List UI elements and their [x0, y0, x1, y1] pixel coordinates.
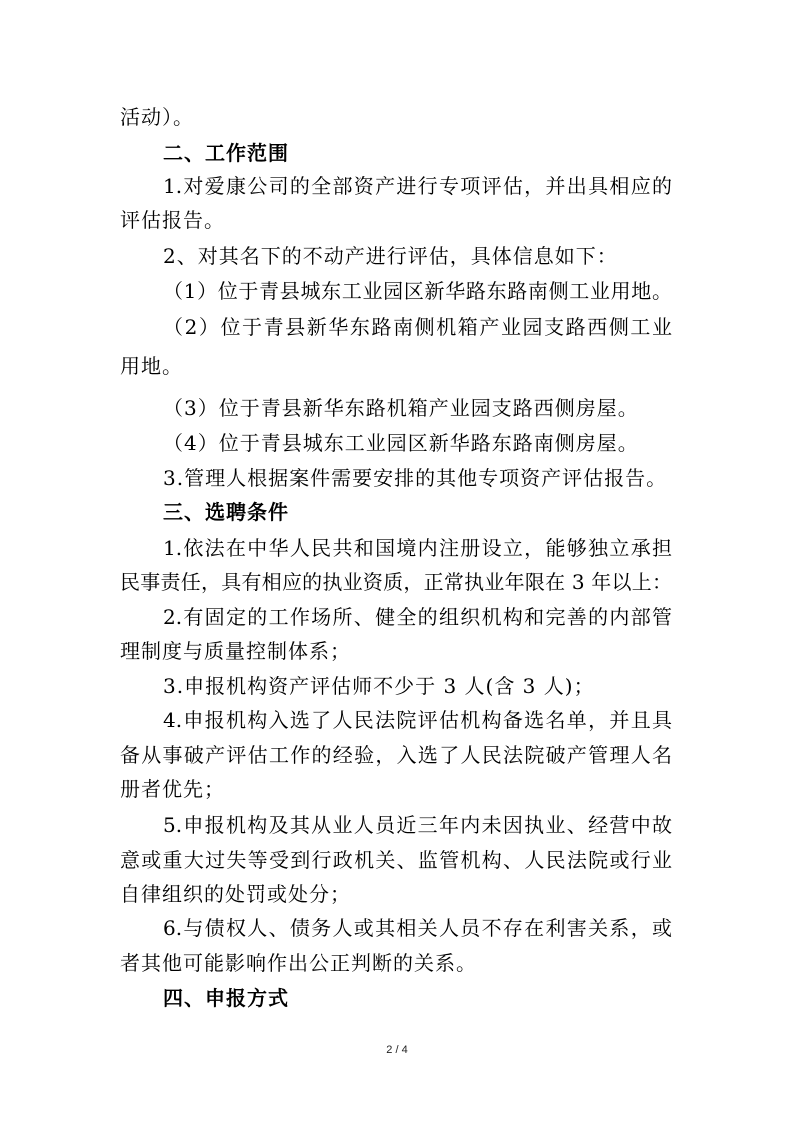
paragraph-line: 册者优先； — [120, 777, 225, 801]
paragraph-line: 评估报告。 — [120, 208, 225, 232]
paragraph-line: 意或重大过失等受到行政机关、监管机构、人民法院或行业 — [120, 848, 672, 872]
continuation-line: 活动）。 — [120, 105, 194, 129]
paragraph-line: 用地。 — [120, 354, 183, 378]
paragraph-line: （1）位于青县城东工业园区新华路东路南侧工业用地。 — [163, 279, 672, 303]
paragraph-line: （4）位于青县城东工业园区新华路东路南侧房屋。 — [163, 431, 639, 455]
paragraph-line: 3.管理人根据案件需要安排的其他专项资产评估报告。 — [163, 466, 668, 490]
page-number: 2 / 4 — [386, 1044, 408, 1056]
paragraph-line: 2.有固定的工作场所、健全的组织机构和完善的内部管 — [163, 605, 672, 629]
paragraph-line: （3）位于青县新华东路机箱产业园支路西侧房屋。 — [163, 396, 639, 420]
paragraph-line: 1.对爱康公司的全部资产进行专项评估，并出具相应的 — [163, 174, 672, 198]
paragraph-line: 5.申报机构及其从业人员近三年内未因执业、经营中故 — [163, 813, 672, 837]
section-heading: 三、选聘条件 — [163, 500, 289, 524]
paragraph-line: 1.依法在中华人民共和国境内注册设立，能够独立承担 — [163, 536, 672, 560]
paragraph-line: 2、对其名下的不动产进行评估，具体信息如下： — [163, 244, 618, 268]
paragraph-line: （2）位于青县新华东路南侧机箱产业园支路西侧工业 — [163, 315, 672, 339]
paragraph-line: 者其他可能影响作出公正判断的关系。 — [120, 951, 477, 975]
paragraph-line: 理制度与质量控制体系； — [120, 639, 351, 663]
paragraph-line: 6.与债权人、债务人或其相关人员不存在利害关系，或 — [163, 916, 672, 940]
section-heading: 四、申报方式 — [163, 986, 289, 1010]
paragraph-line: 4.申报机构入选了人民法院评估机构备选名单，并且具 — [163, 708, 672, 732]
paragraph-line: 备从事破产评估工作的经验，入选了人民法院破产管理人名 — [120, 743, 672, 767]
paragraph-line: 自律组织的处罚或处分； — [120, 882, 351, 906]
paragraph-line: 民事责任，具有相应的执业资质，正常执业年限在 3 年以上： — [120, 570, 672, 594]
section-heading: 二、工作范围 — [163, 141, 289, 165]
paragraph-line: 3.申报机构资产评估师不少于 3 人(含 3 人)； — [163, 674, 595, 698]
